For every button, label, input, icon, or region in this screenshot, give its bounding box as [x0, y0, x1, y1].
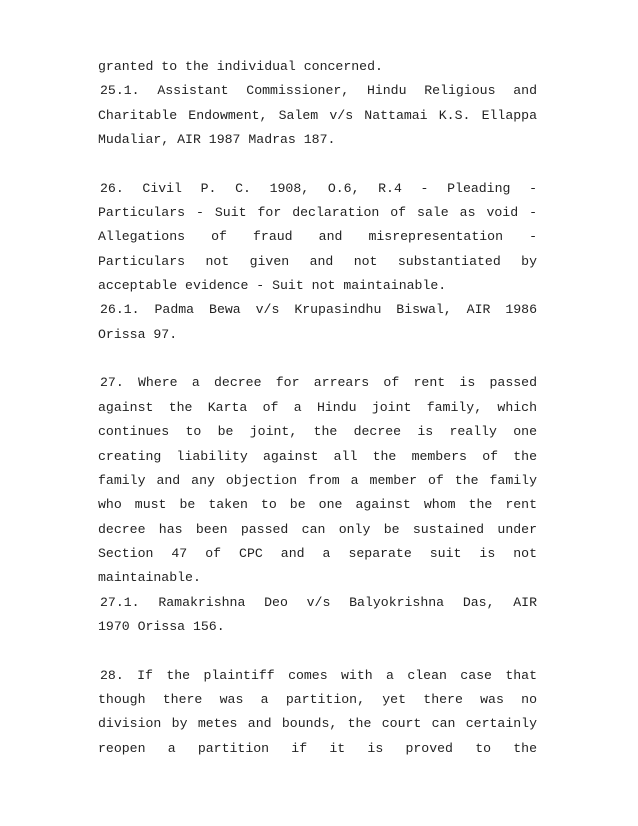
text-line: 28. If the plaintiff comes with a clean case that: [100, 667, 537, 683]
text-line: 26.1. Padma Bewa v/s Krupasindhu Biswal, AIR 1986: [100, 302, 537, 318]
document-body: [98, 55, 537, 761]
blank-line: [98, 347, 537, 371]
text-line: who must be taken to be one against whom the rent: [98, 497, 537, 513]
text-line: creating liability against all the members of the: [98, 448, 537, 464]
text-line: Particulars not given and not substantiated by: [98, 253, 537, 269]
blank-line: [98, 152, 537, 176]
text-line: 25.1. Assistant Commissioner, Hindu Religious and: [100, 83, 537, 99]
text-line: though there was a partition, yet there was no: [98, 691, 537, 707]
text-line: maintainable.: [98, 570, 201, 586]
text-line: reopen a partition if it is proved to the: [98, 740, 537, 756]
text-line: Section 47 of CPC and a separate suit is not: [98, 545, 537, 561]
text-line: 27.1. Ramakrishna Deo v/s Balyokrishna Das, AIR: [100, 594, 537, 610]
text-line: Particulars - Suit for declaration of sale as void -: [98, 205, 537, 221]
text-line: 27. Where a decree for arrears of rent is passed: [100, 375, 537, 391]
text-line: acceptable evidence - Suit not maintainable.: [98, 278, 447, 294]
text-line: 26. Civil P. C. 1908, O.6, R.4 - Pleading -: [100, 180, 537, 196]
text-line: Allegations of fraud and misrepresentation -: [98, 229, 537, 245]
text-line: decree has been passed can only be sustained under: [98, 521, 537, 537]
text-line: Mudaliar, AIR 1987 Madras 187.: [98, 132, 336, 148]
text-line: granted to the individual concerned.: [98, 59, 383, 74]
text-line: division by metes and bounds, the court can certainly: [98, 716, 537, 732]
text-line: family and any objection from a member of the family: [98, 472, 537, 488]
blank-line: [98, 639, 537, 663]
text-line: continues to be joint, the decree is really one: [98, 424, 537, 440]
text-line: Charitable Endowment, Salem v/s Nattamai K.S. Ellappa: [98, 107, 537, 123]
text-line: Orissa 97.: [98, 326, 178, 342]
text-line: against the Karta of a Hindu joint family, which: [98, 399, 537, 415]
text-line: 1970 Orissa 156.: [98, 618, 225, 634]
